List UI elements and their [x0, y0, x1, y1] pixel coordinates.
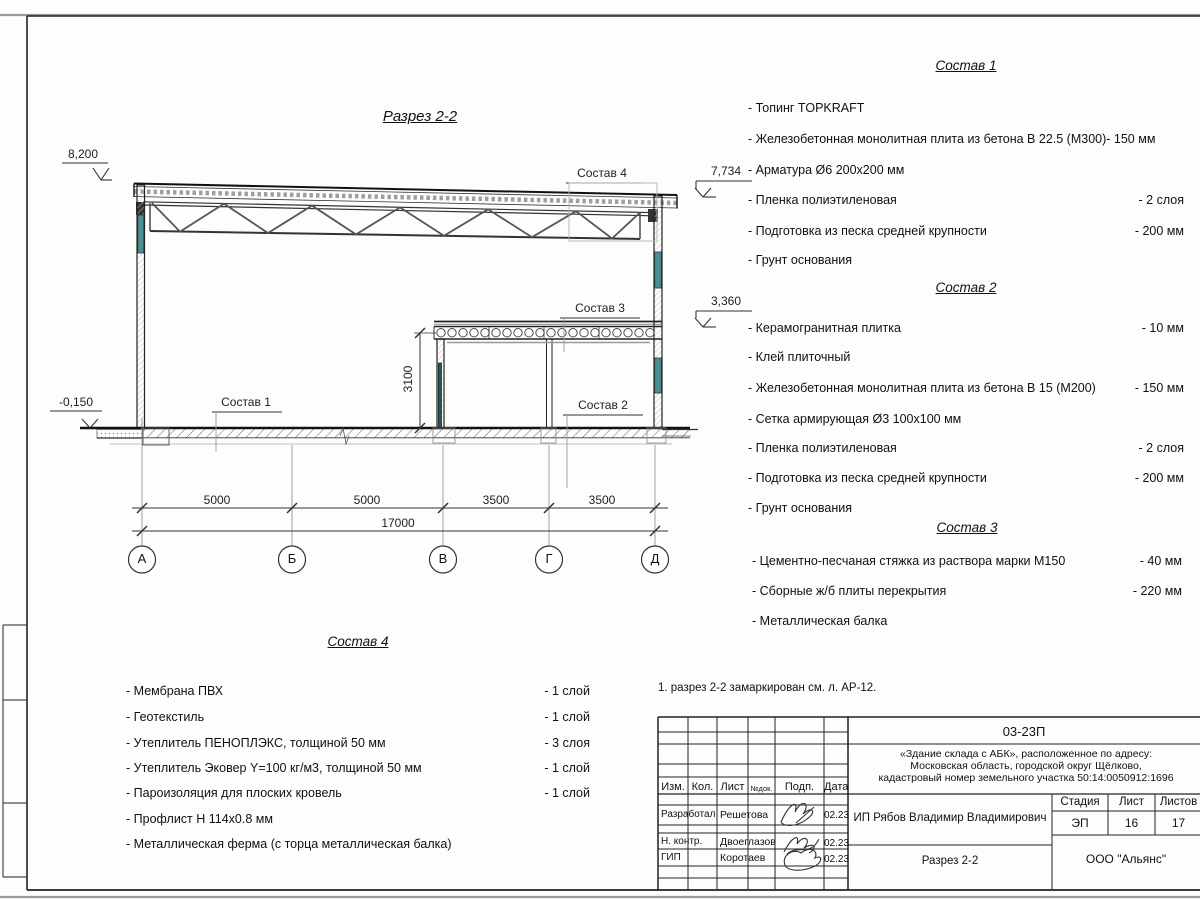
- elevation-floor: -0,150: [58, 395, 94, 409]
- tb-stage-label: Стадия: [1060, 796, 1100, 808]
- list-item: - Мембрана ПВХ - 1 слой: [126, 684, 590, 698]
- list-item: - Железобетонная монолитная плита из бетона В 15 (М200) - 150 мм: [748, 381, 1184, 395]
- elevation-roof-left: 8,200: [67, 147, 99, 161]
- list-item: - Утеплитель Эковер Y=100 кг/м3, толщиной 50 мм - 1 слой: [126, 761, 590, 775]
- callout-sostav-2: Состав 2: [578, 398, 628, 412]
- list-item: - Арматура Ø6 200x200 мм: [748, 163, 905, 177]
- window-left-wall: [138, 215, 144, 253]
- tb-name-ncontrol: Двоеглазов: [720, 836, 776, 848]
- tb-project-line3: кадастровый номер земельного участка 50:14:0050912:1696: [878, 772, 1174, 784]
- tb-client: ИП Рябов Владимир Владимирович: [853, 812, 1047, 824]
- list-item: - Пароизоляция для плоских кровель - 1 слой: [126, 786, 590, 800]
- signature-1: [781, 803, 814, 825]
- list-item: - Подготовка из песка средней крупности - 200 мм: [748, 471, 1184, 485]
- axis-bubble-b: Б: [287, 551, 297, 566]
- composition-title: Состав 3: [936, 520, 998, 535]
- list-item: - Утеплитель ПЕНОПЛЭКС, толщиной 50 мм - 3 слоя: [126, 736, 590, 750]
- window-mezzanine-wall: [438, 363, 441, 427]
- axis-bubble-d: Д: [650, 551, 660, 566]
- callout-sostav-1: Состав 1: [221, 395, 271, 409]
- list-item: - Металлическая ферма (с торца металлическая балка): [126, 837, 452, 851]
- list-item: - Пленка полиэтиленовая - 2 слоя: [748, 193, 1184, 207]
- list-item: - Керамогранитная плитка - 10 мм: [748, 321, 1184, 335]
- elevation-mezzanine: 3,360: [710, 294, 742, 308]
- mezzanine-slab: [434, 322, 662, 343]
- list-item: - Подготовка из песка средней крупности - 200 мм: [748, 224, 1184, 238]
- tb-project-line1: «Здание склада с АБК», расположенное по адресу:: [900, 748, 1152, 760]
- dim-3500-a: 3500: [482, 493, 510, 507]
- dim-5000-a: 5000: [203, 493, 231, 507]
- tb-sheet-label: Лист: [1119, 796, 1144, 808]
- callout-sostav-4: Состав 4: [577, 166, 627, 180]
- drawing-note: 1. разрез 2-2 замаркирован см. л. АР-12.: [658, 682, 877, 694]
- composition-4-list: [126, 634, 590, 859]
- axis-bubble-a: А: [137, 551, 147, 566]
- composition-3-list: [752, 520, 1182, 635]
- window-right-wall-lower: [655, 358, 662, 393]
- signature-2: [784, 838, 819, 854]
- axis-bubbles: [129, 546, 669, 573]
- dim-3500-b: 3500: [588, 493, 616, 507]
- tb-col-izm: Изм.: [661, 781, 685, 793]
- list-item: - Профлист Н 114x0.8 мм: [126, 812, 273, 826]
- tb-col-podp: Подп.: [784, 781, 815, 793]
- window-right-wall-upper: [655, 252, 662, 288]
- tb-role-developer: Разработал: [661, 809, 716, 820]
- list-item: - Железобетонная монолитная плита из бетона В 22.5 (М300)- 150 мм: [748, 132, 1156, 146]
- tb-sheets-label: Листов: [1159, 796, 1198, 808]
- tb-company: ООО "Альянс": [1085, 852, 1167, 866]
- list-item: - Сборные ж/б плиты перекрытия - 220 мм: [752, 584, 1182, 598]
- list-item: - Цементно-песчаная стяжка из раствора марки М150 - 40 мм: [752, 554, 1182, 568]
- composition-title: Состав 4: [327, 634, 389, 649]
- composition-1-list: [748, 58, 1184, 278]
- ground-floor: [80, 428, 698, 445]
- composition-title: Состав 1: [935, 58, 997, 73]
- tb-sheet-title: Разрез 2-2: [921, 855, 979, 867]
- list-item: - Клей плиточный: [748, 350, 851, 364]
- axis-bubble-g: Г: [545, 551, 553, 566]
- tb-col-ndok: №док.: [750, 784, 773, 793]
- list-item: - Пленка полиэтиленовая - 2 слоя: [748, 441, 1184, 455]
- tb-stage-value: ЭП: [1071, 816, 1089, 830]
- elevation-roof-right: 7,734: [710, 164, 742, 178]
- tb-col-list: Лист: [720, 781, 745, 793]
- tb-project-line2: Московская область, городской округ Щёлково,: [910, 760, 1142, 772]
- tb-date-gip: 02.23: [824, 854, 850, 865]
- tb-date-ncontrol: 02.23: [824, 838, 850, 849]
- composition-2-list: [748, 280, 1184, 520]
- vertical-dimension: [414, 328, 436, 433]
- tb-sheet-value: 16: [1124, 816, 1139, 830]
- list-item: - Топинг TOPKRAFT: [748, 101, 865, 115]
- tb-sheets-value: 17: [1171, 816, 1186, 830]
- callout-sostav-3: Состав 3: [575, 301, 625, 315]
- dim-total-17000: 17000: [381, 516, 415, 530]
- signature-3: [784, 849, 821, 870]
- drawing-title: Разрез 2-2: [382, 108, 458, 125]
- list-item: - Металлическая балка: [752, 614, 888, 628]
- tb-col-data: Дата: [824, 781, 849, 793]
- tb-doc-number: 03-23П: [1002, 724, 1046, 739]
- dim-5000-b: 5000: [353, 493, 381, 507]
- list-item: - Сетка армирующая Ø3 100x100 мм: [748, 412, 962, 426]
- list-item: - Грунт основания: [748, 253, 853, 267]
- dim-mezz-height-3100: 3100: [401, 365, 415, 393]
- tb-date-developer: 02.23: [824, 810, 850, 821]
- signatures: [781, 803, 821, 870]
- tb-role-gip: ГИП: [661, 852, 681, 863]
- composition-title: Состав 2: [935, 280, 997, 295]
- tb-name-gip: Коротаев: [720, 852, 766, 864]
- list-item: - Грунт основания: [748, 501, 853, 515]
- axis-bubble-v: В: [438, 551, 448, 566]
- roof-truss: [136, 202, 658, 239]
- tb-name-developer: Решетова: [720, 809, 769, 821]
- roof-deck: [134, 184, 677, 209]
- tb-role-ncontrol: Н. контр.: [661, 836, 703, 847]
- list-item: - Геотекстиль - 1 слой: [126, 710, 590, 724]
- tb-col-kol: Кол.: [691, 781, 714, 793]
